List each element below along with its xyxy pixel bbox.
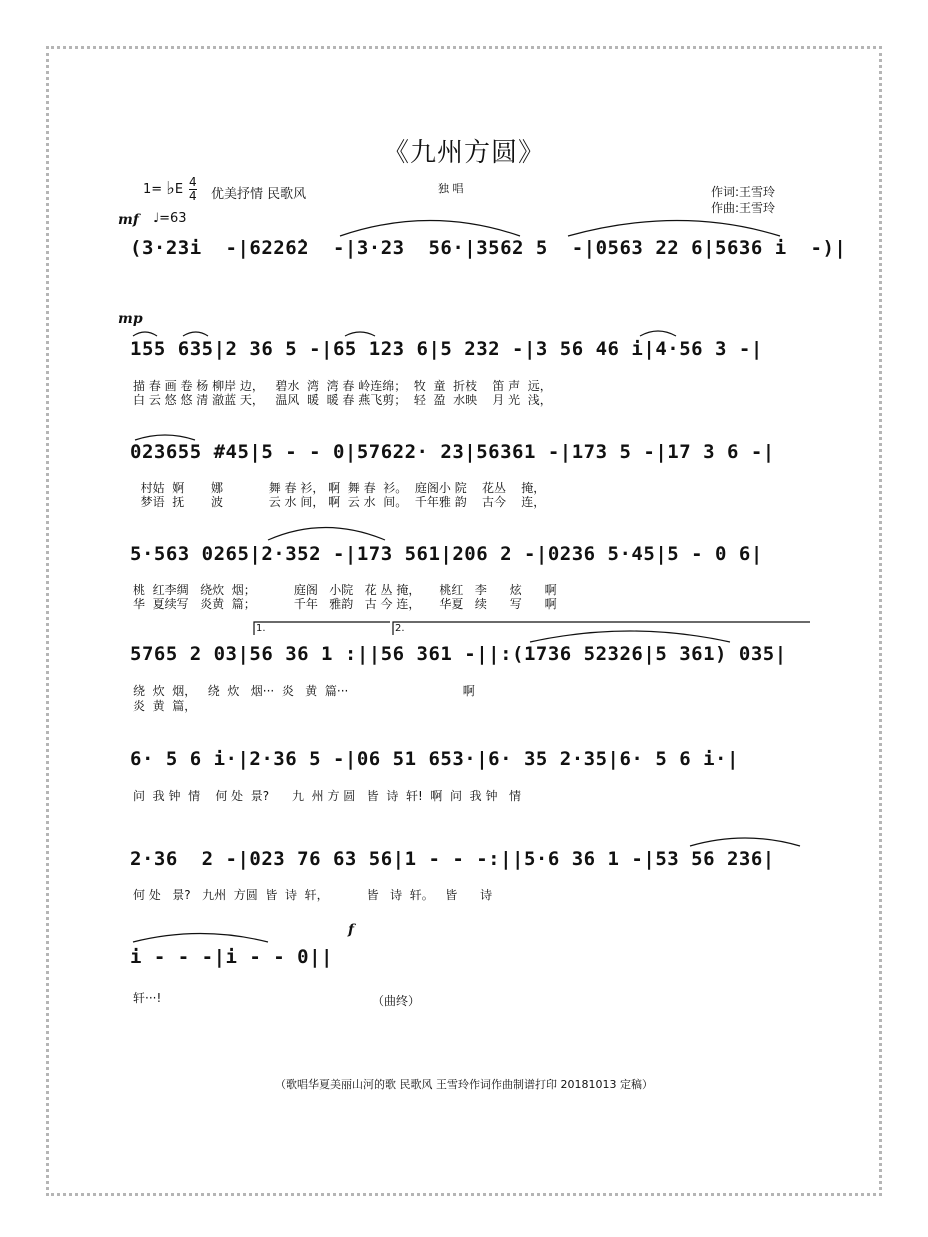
lyric-line-5b: 炎 黄 篇， [133,699,197,713]
lyric-line-5a: 绕 炊 烟， 绕 炊 烟··· 炎 黄 篇··· 啊 [133,684,475,698]
notation-line-1: (3·23i -|6226̇2 -|3·23 56·|3562 5 -|0563 22 6|5636 i -)| [130,237,847,259]
lyric-line-8a: 轩···! [133,991,162,1005]
dynamic-mf: mf [118,212,139,228]
volta-bracket [393,622,810,635]
slur [345,332,375,336]
slur [340,221,520,237]
style-marking: 优美抒情 民歌风 [211,187,307,202]
lyric-line-3b: 梦语 抚 波 云 水 间， 啊 云 水 间。 千年雅 韵 古今 连， [133,495,546,509]
slur [568,221,780,237]
slur [133,332,157,336]
notation-line-4: 5·563 0265|2·352 -|173 561|206 2 -|0236 5·45|5 - 0 6| [130,543,763,565]
ending-mark: （曲终） [372,994,421,1008]
notation-line-6: 6· 5 6 i·|2·36 5 -|06 51 653·|6· 35 2·35|6· 5 6 i·| [130,748,739,770]
lyric-line-4b: 华 夏续写 炎黄 篇； 千年 雅韵 古 今 连， 华夏 续 写 啊 [133,597,557,611]
slur [640,331,676,336]
notation-line-7: 2·36 2 -|023 76 63 56|1 - - -:||5·6 36 1 -|53 56 236| [130,848,775,870]
time-signature: 4 4 [189,175,197,203]
dynamic-f: f [348,922,355,938]
lyric-line-6a: 问 我 钟 情 何 处 景? 九 州 方 圆 皆 诗 轩! 啊 问 我 钟 情 [133,789,521,803]
volta-bracket [254,622,390,635]
footer-note: （歌唱华夏美丽山河的歌 民歌风 王雪玲作词作曲制谱打印 20181013 定稿） [275,1078,653,1091]
slur [268,528,385,541]
dynamic-mp: mp [118,311,143,327]
slur [135,435,195,440]
volta-first-label: 1. [256,623,266,634]
lyric-line-4a: 桃 红李绸 绕炊 烟； 庭阁 小院 花 丛 掩， 桃红 李 炫 啊 [133,583,557,597]
volta-second-label: 2. [395,623,405,634]
notation-line-2: 155 635|2 36 5 -|65 123 6|5 232 -|3 56 46 i|4·56 3 -| [130,338,763,360]
slur [183,332,208,336]
notation-line-8: i - - -|i - - 0|| [130,946,333,968]
lyric-line-2b: 白 云 悠 悠 清 澈蓝 天， 温风 暖 暖 春 燕飞剪； 轻 盈 水映 月 光 浅， [133,393,552,407]
lyric-line-7a: 何 处 景? 九州 方圆 皆 诗 轩， 皆 诗 轩。 皆 诗 [133,888,493,902]
notation-line-5: 5765 2 03|56 36 1 :||56 361 -||:(1736 52326|5 361) 035| [130,643,787,665]
lyric-line-3a: 村姑 婀 娜 舞 春 衫， 啊 舞 春 衫。 庭阁小 院 花丛 掩， [133,481,546,495]
lyric-line-2a: 描 春 画 卷 杨 柳岸 边， 碧水 湾 湾 春 岭连绵； 牧 童 折枝 笛 声 远， [133,379,552,393]
key-signature: 1= ♭E [143,178,184,199]
slur [133,934,268,943]
slur [690,838,800,846]
lyricist-credit: 作词:王雪玲 [711,185,776,199]
performance-marking: 独 唱 [438,182,464,195]
flat-sign: ♭ [166,178,175,199]
composer-credit: 作曲:王雪玲 [711,201,776,215]
notation-line-3: 023655 #45|5 - - 0|57622· 23|56361 -|173 5 -|17 3 6 -| [130,441,775,463]
tempo-marking: ♩=63 [153,211,187,226]
slur [530,631,730,642]
song-title: 《九州方圆》 [382,138,545,168]
